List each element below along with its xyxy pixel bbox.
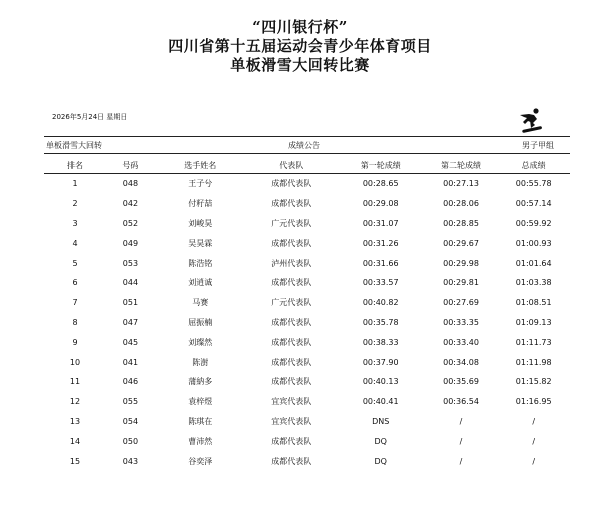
cell-rank: 4: [72, 238, 78, 248]
table-row: [44, 412, 570, 432]
table-row: [44, 372, 570, 392]
table-row: [44, 194, 570, 214]
event-date: 2026年5月24日 星期日: [52, 113, 128, 121]
cell-total: /: [532, 436, 536, 446]
cell-run1: 00:29.08: [362, 199, 399, 209]
cell-team: 成都代表队: [271, 238, 312, 248]
cell-rank: 3: [72, 218, 78, 228]
cell-team: 泸州代表队: [271, 258, 312, 268]
cell-name: 刘峻昊: [188, 218, 213, 228]
cell-name: 刘璨然: [188, 337, 213, 347]
cell-rank: 7: [72, 298, 78, 308]
cell-run2: 00:29.81: [443, 278, 479, 288]
table-row: [44, 332, 570, 352]
cell-name: 陈澍: [192, 357, 209, 367]
cell-run2: 00:34.08: [443, 357, 479, 367]
cell-rank: 10: [69, 357, 81, 367]
col-team-header: 代表队: [246, 157, 337, 174]
cell-name: 袁梓煜: [188, 397, 213, 407]
cell-run1: 00:28.65: [362, 179, 399, 189]
cell-name: 屈振楠: [188, 317, 213, 327]
cell-run1: 00:31.26: [362, 238, 399, 248]
table-row: [44, 352, 570, 372]
table-row: [44, 451, 570, 471]
cell-bib: 045: [122, 337, 139, 347]
cell-bib: 053: [122, 258, 139, 268]
cell-total: 00:59.92: [515, 218, 552, 228]
cell-run2: /: [459, 456, 463, 466]
cell-run1: 00:38.33: [362, 337, 399, 347]
cell-rank: 6: [72, 278, 78, 288]
cell-rank: 11: [69, 377, 81, 387]
cell-bib: 049: [122, 238, 139, 248]
event-name: 单板滑雪大回转: [46, 141, 102, 150]
cell-run1: 00:35.78: [362, 317, 399, 327]
cell-total: /: [532, 416, 536, 426]
cell-name: 陈琪在: [188, 416, 213, 426]
cell-bib: 051: [122, 298, 139, 308]
snowboarder-icon: [516, 106, 544, 134]
cell-bib: 046: [122, 377, 139, 387]
cell-team: 成都代表队: [271, 278, 312, 288]
table-row: [44, 431, 570, 451]
cell-name: 谷奕泽: [188, 456, 213, 466]
cell-total: 01:09.13: [515, 317, 552, 327]
cell-team: 成都代表队: [271, 179, 312, 189]
cell-run2: 00:28.06: [443, 199, 479, 209]
cell-bib: 041: [122, 357, 139, 367]
table-header-row: [44, 157, 570, 174]
cell-team: 宜宾代表队: [271, 416, 312, 426]
col-run2-header: 第二轮成绩: [425, 157, 498, 174]
header-rule: [44, 136, 570, 137]
cell-bib: 050: [122, 436, 139, 446]
col-total-header: 总成绩: [497, 157, 570, 174]
cell-run2: 00:35.69: [443, 377, 479, 387]
cell-run1: DQ: [374, 456, 387, 466]
meta-rule: [44, 153, 570, 154]
cell-team: 成都代表队: [271, 199, 312, 209]
cell-team: 成都代表队: [271, 317, 312, 327]
results-table: [44, 157, 570, 471]
cell-bib: 054: [122, 416, 139, 426]
cell-rank: 2: [72, 199, 78, 209]
table-row: [44, 233, 570, 253]
cell-run2: 00:36.54: [443, 397, 479, 407]
cell-run1: 00:31.07: [362, 218, 399, 228]
cell-total: 00:57.14: [515, 199, 552, 209]
cell-run2: 00:29.67: [443, 238, 479, 248]
cell-name: 刘逍诚: [188, 278, 213, 288]
cell-total: 00:55.78: [515, 179, 552, 189]
cell-team: 广元代表队: [271, 298, 312, 308]
cell-bib: 044: [122, 278, 139, 288]
cell-total: 01:01.64: [515, 258, 552, 268]
cell-bib: 055: [122, 397, 139, 407]
cell-run2: 00:33.35: [443, 317, 479, 327]
table-row: [44, 313, 570, 333]
cell-name: 马赛: [192, 298, 209, 308]
cell-run1: 00:33.57: [362, 278, 399, 288]
cell-total: /: [532, 456, 536, 466]
col-run1-header: 第一轮成绩: [337, 157, 425, 174]
cell-rank: 8: [72, 317, 78, 327]
table-row: [44, 174, 570, 194]
cell-total: 01:16.95: [515, 397, 552, 407]
cell-name: 陈浩铭: [188, 258, 213, 268]
cell-run2: 00:27.13: [443, 179, 479, 189]
cell-rank: 1: [72, 179, 78, 189]
cell-total: 01:00.93: [515, 238, 552, 248]
cell-team: 成都代表队: [271, 456, 312, 466]
cell-rank: 9: [72, 337, 78, 347]
cell-total: 01:11.98: [515, 357, 552, 367]
cell-run2: /: [459, 416, 463, 426]
cell-run1: 00:31.66: [362, 258, 399, 268]
cell-run2: 00:27.69: [443, 298, 479, 308]
cell-rank: 14: [69, 436, 81, 446]
cell-team: 成都代表队: [271, 357, 312, 367]
cell-team: 宜宾代表队: [271, 397, 312, 407]
cell-run2: 00:29.98: [443, 258, 479, 268]
cell-team: 成都代表队: [271, 436, 312, 446]
cell-run2: /: [459, 436, 463, 446]
group-label: 男子甲组: [522, 141, 554, 150]
cell-run2: 00:33.40: [443, 337, 479, 347]
cell-rank: 12: [69, 397, 81, 407]
table-row: [44, 253, 570, 273]
cell-run2: 00:28.85: [443, 218, 479, 228]
title-line-2: 四川省第十五届运动会青少年体育项目: [168, 37, 432, 55]
cell-team: 广元代表队: [271, 218, 312, 228]
cell-bib: 042: [122, 199, 139, 209]
title-line-3: 单板滑雪大回转比赛: [230, 56, 370, 74]
table-row: [44, 214, 570, 234]
document-title: [0, 18, 600, 75]
cell-total: 01:08.51: [515, 298, 552, 308]
cell-run1: 00:40.41: [362, 397, 399, 407]
cell-run1: DQ: [374, 436, 387, 446]
cell-name: 王子兮: [188, 179, 213, 189]
cell-rank: 13: [69, 416, 81, 426]
cell-bib: 048: [122, 179, 139, 189]
cell-rank: 15: [69, 456, 81, 466]
cell-name: 吴昊霖: [188, 238, 213, 248]
cell-total: 01:15.82: [515, 377, 552, 387]
bulletin-label: 成绩公告: [288, 141, 320, 150]
cell-bib: 043: [122, 456, 139, 466]
table-row: [44, 392, 570, 412]
col-name-header: 选手姓名: [155, 157, 246, 174]
cell-team: 成都代表队: [271, 337, 312, 347]
title-line-1: “四川银行杯”: [252, 18, 348, 36]
cell-name: 曹沛然: [188, 436, 213, 446]
cell-total: 01:03.38: [515, 278, 552, 288]
cell-name: 蒲納多: [188, 377, 213, 387]
cell-team: 成都代表队: [271, 377, 312, 387]
cell-run1: DNS: [372, 416, 390, 426]
cell-run1: 00:40.82: [362, 298, 399, 308]
table-row: [44, 273, 570, 293]
table-row: [44, 293, 570, 313]
col-rank-header: 排名: [44, 157, 106, 174]
cell-rank: 5: [72, 258, 78, 268]
cell-bib: 047: [122, 317, 139, 327]
cell-bib: 052: [122, 218, 139, 228]
cell-name: 付籽喆: [188, 199, 213, 209]
cell-run1: 00:40.13: [362, 377, 399, 387]
cell-total: 01:11.73: [515, 337, 552, 347]
cell-run1: 00:37.90: [362, 357, 399, 367]
col-bib-header: 号码: [106, 157, 155, 174]
